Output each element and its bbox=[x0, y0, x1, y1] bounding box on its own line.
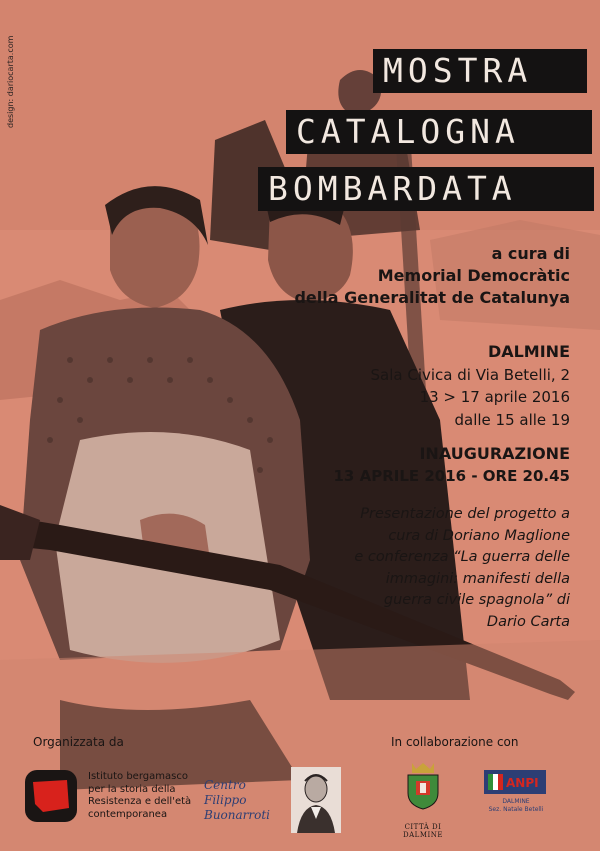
inauguration-block bbox=[334, 443, 571, 487]
centro-line: Buonarroti bbox=[204, 808, 271, 822]
collaboration-label: In collaborazione con bbox=[391, 735, 519, 749]
design-credit bbox=[6, 28, 20, 128]
inauguration-datetime: 13 APRILE 2016 - ORE 20.45 bbox=[333, 467, 570, 485]
description-block bbox=[354, 504, 570, 633]
description-line: Dario Carta bbox=[486, 613, 570, 630]
curator-block bbox=[294, 243, 570, 309]
anpi-section-label bbox=[486, 798, 546, 814]
organized-by-label: Organizzata da bbox=[33, 735, 124, 749]
istituto-logo-icon bbox=[23, 768, 79, 824]
title-line-1: MOSTRA bbox=[373, 49, 587, 93]
venue-dates: 13 > 17 aprile 2016 bbox=[419, 388, 570, 406]
centro-line: Filippo bbox=[204, 793, 247, 807]
description-line: immagini: manifesti della bbox=[385, 570, 570, 587]
curator-name: Memorial Democràtic bbox=[377, 266, 570, 285]
venue-city: DALMINE bbox=[487, 342, 570, 361]
citta-di-dalmine-label: CITTÀ DI DALMINE bbox=[403, 823, 443, 839]
buonarroti-portrait-icon bbox=[291, 767, 341, 833]
anpi-logo-icon bbox=[484, 770, 546, 794]
title-line-3: BOMBARDATA bbox=[258, 167, 594, 211]
istituto-line: Resistenza e dell'età bbox=[88, 796, 192, 807]
curator-org: della Generalitat de Catalunya bbox=[294, 288, 570, 307]
anpi-line: DALMINE bbox=[502, 798, 530, 805]
description-line: Presentazione del progetto a bbox=[360, 506, 570, 522]
istituto-name bbox=[88, 771, 191, 821]
title-line-2: CATALOGNA bbox=[286, 110, 592, 154]
description-line: cura di Doriano Maglione bbox=[388, 527, 570, 544]
istituto-line: contemporanea bbox=[88, 808, 168, 820]
citta-di-dalmine-crest-icon bbox=[404, 761, 442, 811]
venue-block bbox=[371, 341, 570, 431]
venue-hours: dalle 15 alle 19 bbox=[454, 410, 570, 429]
venue-hall: Sala Civica di Via Betelli, 2 bbox=[370, 365, 570, 384]
anpi-line: Sez. Natale Betelli bbox=[488, 806, 544, 813]
inauguration-heading: INAUGURAZIONE bbox=[419, 444, 570, 463]
description-line: e conferenza “La guerra delle bbox=[354, 549, 570, 565]
anpi-logo-text: ANPI bbox=[506, 776, 539, 790]
istituto-line: per la storia della bbox=[88, 783, 176, 795]
design-credit-text: design: dariocarta.com bbox=[6, 35, 15, 128]
curator-intro: a cura di bbox=[491, 244, 570, 263]
centro-buonarroti-logo bbox=[204, 778, 270, 823]
centro-line: Centro bbox=[204, 778, 246, 792]
description-line: guerra civile spagnola” di bbox=[383, 592, 570, 608]
istituto-line: Istituto bergamasco bbox=[88, 771, 188, 782]
